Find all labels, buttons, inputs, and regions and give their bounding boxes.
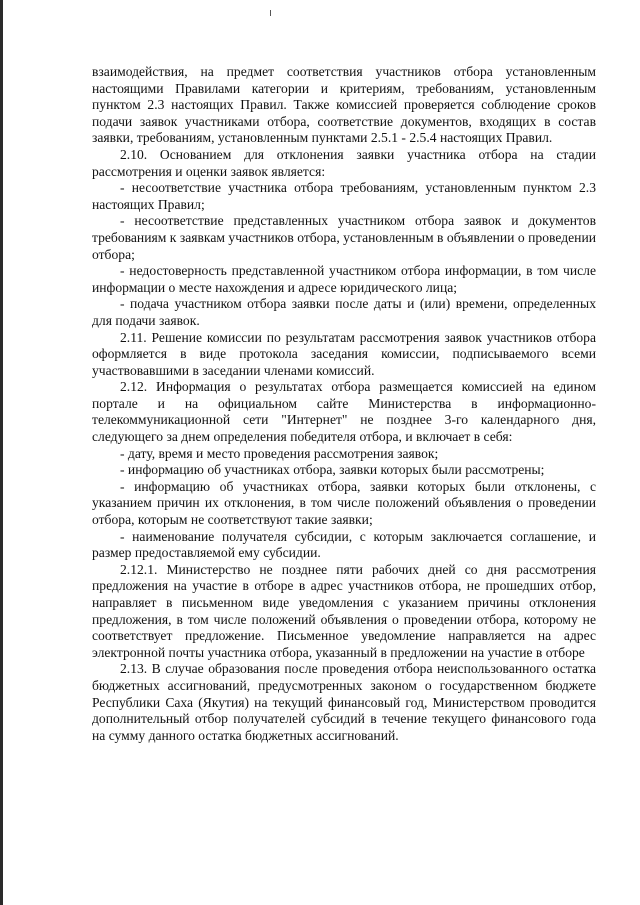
paragraph-2-12-1: 2.12.1. Министерство не позднее пяти рабочих дней со дня рассмотрения предложения на участие в отборе в адрес участников отбора, не прошедших отбор, направляет в письменном виде уведомления с указанием причины отклонения предложения, в том числе положений объявления о проведении отбора, которому не соответствует предложение. Письменное уведомление направляется на адрес электронной почты участника отбора, указанный в предложении на участие в отборе [92, 561, 596, 660]
list-item-reject-4: - подача участником отбора заявки после даты и (или) времени, определенных для подачи заявок. [92, 296, 596, 328]
list-item-reject-1: - несоответствие участника отбора требованиям, установленным пунктом 2.3 настоящих Правил; [92, 180, 596, 212]
paragraph-2-12: 2.12. Информация о результатах отбора размещается комиссией на едином портале и на официальном сайте Министерства в информационно-телекоммуникационной сети "Интернет" не позднее 3-го календарного дня, следующего за днем определения победителя отбора, и включает в себя: [92, 379, 596, 445]
paragraph-2-10: 2.10. Основанием для отклонения заявки участника отбора на стадии рассмотрения и оценки заявок является: [92, 146, 596, 179]
scan-mark [270, 10, 271, 16]
list-item-reject-2: - несоответствие представленных участником отбора заявок и документов требованиям к заявкам участников отбора, установленным в объявлении о проведении отбора; [92, 213, 596, 262]
paragraph-2-11: 2.11. Решение комиссии по результатам рассмотрения заявок участников отбора оформляется в виде протокола заседания комиссии, подписываемого всеми участвовавшими в заседании членами комиссий. [92, 329, 596, 378]
document-body [92, 64, 596, 744]
paragraph-continuation: взаимодействия, на предмет соответствия участников отбора установленным настоящими Правилами категории и критериям, требованиям, установленным пунктом 2.3 настоящих Правил. Также комиссией проверяется соблюдение сроков подачи заявок участниками отбора, соответствие документов, входящих в состав заявки, требованиям, установленным пунктами 2.5.1 - 2.5.4 настоящих Правил. [92, 64, 596, 146]
list-item-info-3: - информацию об участниках отбора, заявки которых были отклонены, с указанием причин их отклонения, в том числе положений объявления о проведении отбора, которым не соответствуют такие заявки; [92, 478, 596, 528]
list-item-info-2: - информацию об участниках отбора, заявки которых были рассмотрены; [120, 462, 545, 478]
list-item-info-4: - наименование получателя субсидии, с которым заключается соглашение, и размер предоставляемой ему субсидии. [92, 528, 596, 561]
scan-edge [0, 0, 3, 905]
paragraph-2-13: 2.13. В случае образования после проведения отбора неиспользованного остатка бюджетных ассигнований, предусмотренных законом о государственном бюджете Республики Саха (Якутия) на текущий финансовый год, Министерством проводится дополнительный отбор получателей субсидий в течение текущего финансового года на сумму данного остатка бюджетных ассигнований. [92, 661, 596, 743]
list-item-reject-3: - недостоверность представленной участником отбора информации, в том числе информации о месте нахождения и адресе юридического лица; [92, 263, 596, 295]
list-item-info-1: - дату, время и место проведения рассмотрения заявок; [120, 445, 439, 461]
